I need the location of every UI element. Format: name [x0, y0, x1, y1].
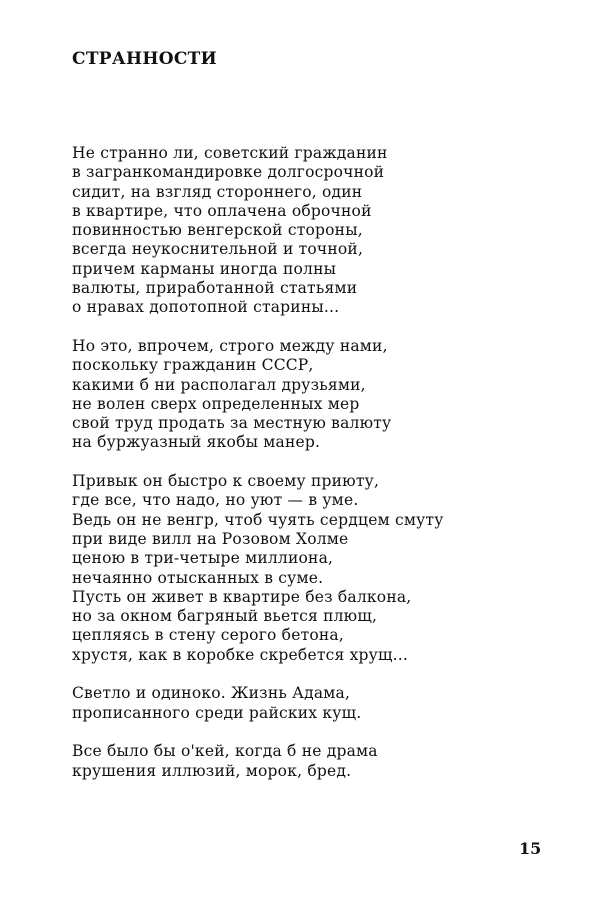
poem-line: не волен сверх определенных мер	[72, 394, 360, 413]
poem-line: Все было бы о'кей, когда б не драма	[72, 742, 378, 761]
poem-line: Пусть он живет в квартире без балкона,	[72, 587, 412, 606]
poem-line: на буржуазный якобы манер.	[72, 433, 321, 452]
poem-line: нечаянно отысканных в суме.	[72, 568, 324, 587]
poem-line: где все, что надо, но уют — в уме.	[72, 491, 359, 510]
poem-line: в загранкомандировке долгосрочной	[72, 163, 385, 182]
poem-line: Не странно ли, советский гражданин	[72, 144, 388, 162]
poem-body	[72, 144, 592, 800]
poem-line: но за окном багряный вьется плющ,	[72, 607, 378, 626]
poem-line: хрустя, как в коробке скребется хрущ...	[72, 645, 408, 664]
poem-line: поскольку гражданин СССР,	[72, 356, 314, 375]
stanza-2	[72, 337, 592, 453]
stanza-5	[72, 742, 592, 781]
poem-line: о нравах допотопной старины...	[72, 298, 340, 317]
poem-line: прописанного среди райских кущ.	[72, 703, 362, 722]
stanza-4	[72, 684, 592, 723]
poem-line: при виде вилл на Розовом Холме	[72, 529, 349, 548]
poem-line: крушения иллюзий, морок, бред.	[72, 761, 352, 780]
poem-line: Привык он быстро к своему приюту,	[72, 472, 380, 491]
stanza-1	[72, 144, 592, 318]
poem-line: Ведь он не венгр, чтоб чуять сердцем смуту	[72, 510, 444, 529]
poem-line: Светло и одиноко. Жизнь Адама,	[72, 684, 351, 703]
poem-line: ценою в три-четыре миллиона,	[72, 549, 334, 568]
page-title: СТРАННОСТИ	[72, 49, 217, 69]
stanza-3	[72, 472, 592, 665]
poem-line: причем карманы иногда полны	[72, 259, 337, 278]
poem-line: свой труд продать за местную валюту	[72, 414, 392, 433]
poem-line: валюты, приработанной статьями	[72, 279, 358, 298]
poem-line: сидит, на взгляд стороннего, один	[72, 182, 363, 201]
poem-line: в квартире, что оплачена оброчной	[72, 201, 372, 220]
page-number: 15	[519, 839, 542, 858]
poem-line: всегда неукоснительной и точной,	[72, 240, 364, 259]
poem-line: Но это, впрочем, строго между нами,	[72, 336, 388, 355]
poem-line: цепляясь в стену серого бетона,	[72, 626, 344, 645]
poem-line: повинностью венгерской стороны,	[72, 221, 363, 240]
poem-line: какими б ни располагал друзьями,	[72, 375, 366, 394]
